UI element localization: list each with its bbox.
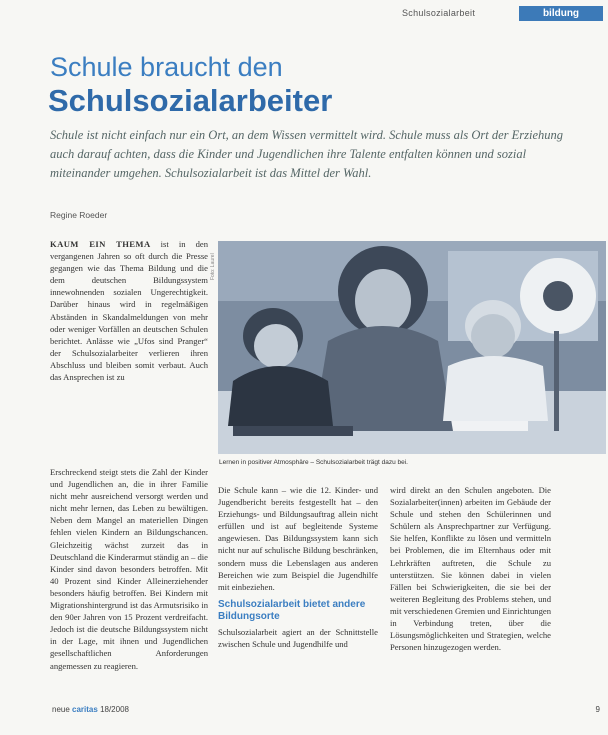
author-byline: Regine Roeder: [50, 210, 108, 220]
subheading: Schulsozialarbeit bietet andere Bildungsorte: [218, 598, 366, 622]
brand-prefix: neue: [52, 705, 70, 714]
body-text: ist in den vergangenen Jahren so oft durch die Presse gegangen wie das Thema Bildung und die dem deutschen Bildungssystem innewohnenden sozialen Ungerechtigkeit. Darüber hinaus wird in regelmäßigen Abständen in Skandalmeldungen von mehr oder weniger Vorfällen an deutschen Schulen berichtet. Anlässe wie „Ufos sind Pranger“ der Schulsozialarbeiter verlieren ihren Abschluss und bleiben somit verbaut. Auch das Ansprechen ist zu: [50, 239, 208, 383]
page-footer: [52, 705, 604, 717]
article-photo: [218, 241, 606, 454]
body-column-1-cont: [50, 466, 208, 672]
body-text: Schulsozialarbeit agiert an der Schnittstelle zwischen Schule und Jugendhilfe und: [218, 626, 378, 649]
page-number: 9: [595, 705, 600, 714]
issue-number: 18/2008: [100, 705, 129, 714]
page-header: [0, 8, 608, 22]
title-line-1: Schule braucht den: [50, 52, 283, 82]
brand-main: caritas: [72, 705, 98, 714]
body-column-3: [390, 484, 551, 653]
photo-illustration: [218, 241, 606, 454]
lead-paragraph: Schule ist nicht einfach nur ein Ort, an dem Wissen vermittelt wird. Schule muss als Ort der Erziehung auch darauf achten, dass die Kinder und Jugendlichen ihre Talente entfalten können und sozial miteinander umgehen. Schulsozialarbeit ist das Mittel der Wahl.: [50, 128, 564, 180]
category-tag: bildung: [519, 6, 603, 21]
publication-name: [52, 705, 129, 714]
lead-in-caps: KAUM EIN THEMA: [50, 239, 151, 249]
title-line-2: Schulsozialarbeiter: [48, 83, 333, 118]
body-text: Erschreckend steigt stets die Zahl der Kinder und Jugendlichen an, die in ihrer Familie nicht mehr ausreichend versorgt werden und nicht mehr lernen, das Leben zu bewältigen. Neben dem Mangel an materiellen Dingen fehlen vielen Kindern an Bildungschancen. Gleichzeitig wächst zurzeit das in Deutschland die Kinderarmut ständig an – die Kinder sind davon besonders betroffen. Mit 40 Prozent sind Kinder Alleinerziehender besonders häufig betroffen. Bei Kindern mit Migrationshintergrund ist das Armutsrisiko in den 90er Jahren von 15 Prozent verdreifacht. Jedoch ist die deutsche Bildungssystem nicht in der Lage, mit ihnen und Jugendlichen gesellschaftlichen Anforderungen angemessen zu reagieren.: [50, 467, 208, 671]
body-column-2: [218, 484, 378, 650]
body-text: wird direkt an den Schulen angeboten. Die Sozialarbeiter(innen) arbeiten im Gebäude der Schule und stehen den Schülerinnen und Schülern als Ansprechpartner zur Verfügung. Sie helfen, Konflikte zu lösen und vermitteln bei Problemen, die im Elternhaus oder mit Lehrkräften auftreten, die Schule zu unterstützen. Sie können dabei in vielen Fällen bei Schwierigkeiten, die sie bei der weiteren Begleitung des Problems stehen, und mit verschiedenen Gremien und Einrichtungen in Verbindung treten, über die Lösungsmöglichkeiten und Strategien, welche Personen hinzugezogen werden.: [390, 485, 551, 653]
body-text: Die Schule kann – wie die 12. Kinder- und Jugendbericht bereits festgestellt hat – den Erziehungs- und Bildungsauftrag allein nicht erfüllen und ist auf begleitende Systeme angewiesen. Das Bildungssystem kann sich nicht nur auf schulische Bildung beschränken, sondern muss die Lebenslagen aus anderen Bereichen wie zum Beispiel die Jugendhilfe mit einbeziehen.: [218, 485, 378, 592]
photo-credit: Foto: Laurel: [210, 253, 216, 280]
body-column-1: [50, 238, 208, 383]
photo-caption: Lernen in positiver Atmosphäre – Schulsozialarbeit trägt dazu bei.: [219, 459, 408, 466]
section-label: Schulsozialarbeit: [402, 8, 476, 18]
